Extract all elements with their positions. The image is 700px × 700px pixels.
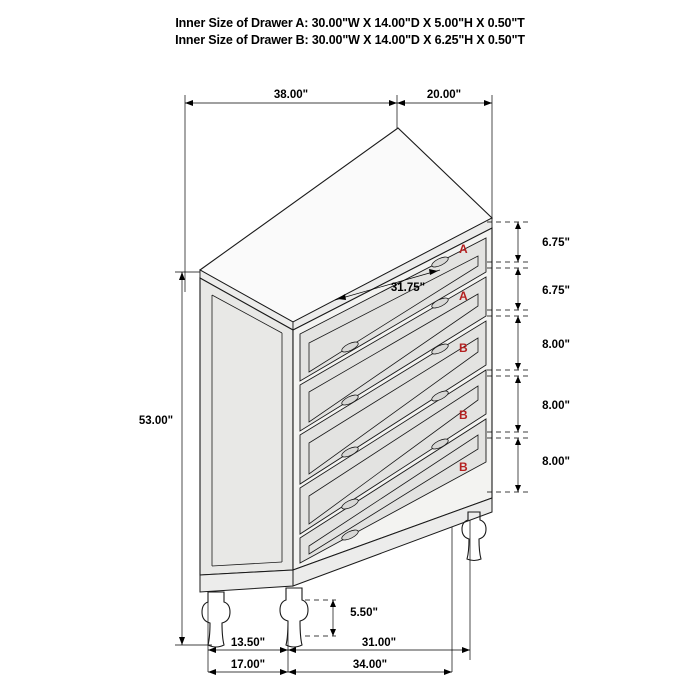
drawer-label-b-2: B bbox=[459, 408, 468, 422]
dim-leg-height: 5.50" bbox=[350, 607, 378, 619]
leg-height-dimension bbox=[305, 600, 336, 636]
right-dimension-stack bbox=[487, 222, 528, 492]
drawer-b-inner-size-label: Inner Size of Drawer B: 30.00"W X 14.00"D X 6.25"H X 0.50"T bbox=[175, 33, 525, 47]
dim-drawer-b1-height: 8.00" bbox=[542, 339, 570, 351]
dim-bottom-13: 13.50" bbox=[230, 637, 266, 649]
drawer-label-b-1: B bbox=[459, 341, 468, 355]
dim-inner-width: 31.75" bbox=[390, 282, 426, 294]
drawer-label-a-1: A bbox=[459, 242, 468, 256]
drawer-label-b-3: B bbox=[459, 460, 468, 474]
dim-top-depth: 20.00" bbox=[426, 89, 462, 101]
dim-drawer-b3-height: 8.00" bbox=[542, 456, 570, 468]
dim-total-height: 53.00" bbox=[138, 415, 174, 427]
drawer-a-inner-size-label: Inner Size of Drawer A: 30.00"W X 14.00"D X 5.00"H X 0.50"T bbox=[175, 16, 525, 30]
leg bbox=[202, 592, 230, 647]
left-height-dimension-line bbox=[179, 272, 185, 645]
dim-top-width: 38.00" bbox=[273, 89, 309, 101]
dim-bottom-31: 31.00" bbox=[361, 637, 397, 649]
dim-bottom-17: 17.00" bbox=[230, 659, 266, 671]
chest-body bbox=[200, 128, 492, 647]
dim-bottom-34: 34.00" bbox=[352, 659, 388, 671]
dim-drawer-a2-height: 6.75" bbox=[542, 285, 570, 297]
leg bbox=[280, 588, 308, 647]
dim-drawer-b2-height: 8.00" bbox=[542, 400, 570, 412]
drawer-label-a-2: A bbox=[459, 289, 468, 303]
dim-drawer-a1-height: 6.75" bbox=[542, 237, 570, 249]
